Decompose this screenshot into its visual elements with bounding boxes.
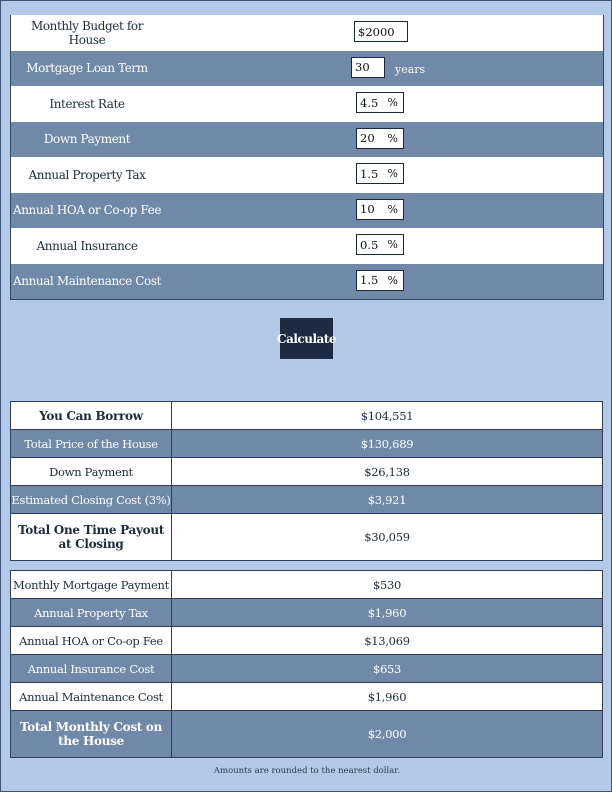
insurance-label: Annual Insurance xyxy=(36,238,138,253)
calculate-button[interactable]: Calculate xyxy=(280,318,333,359)
down-payment-result-value: $26,138 xyxy=(172,458,603,486)
monthly-mortgage-value: $530 xyxy=(172,571,603,599)
rounding-note: Amounts are rounded to the nearest dollar. xyxy=(213,766,401,776)
input-form xyxy=(10,15,604,300)
maintenance-cost-value: $1,960 xyxy=(172,683,603,711)
maintenance-cost-label: Annual Maintenance Cost xyxy=(11,683,172,711)
percent-unit: % xyxy=(387,202,398,216)
maintenance-value: 1.5 xyxy=(360,273,379,287)
down-payment-input[interactable] xyxy=(356,128,404,149)
insurance-cost-label: Annual Insurance Cost xyxy=(11,655,172,683)
monthly-budget-input[interactable] xyxy=(354,21,408,42)
table-row xyxy=(11,655,603,683)
one-time-total-label: Total One Time Payout at Closing xyxy=(11,514,172,561)
maintenance-input[interactable] xyxy=(356,270,404,291)
percent-unit: % xyxy=(387,96,398,109)
hoa-fee-result-value: $13,069 xyxy=(172,627,603,655)
monthly-total-label: Total Monthly Cost on the House xyxy=(11,711,172,758)
insurance-cost-value: $653 xyxy=(172,655,603,683)
monthly-results-table xyxy=(10,570,603,758)
row-monthly-budget xyxy=(11,15,603,51)
property-tax-result-value: $1,960 xyxy=(172,599,603,627)
percent-unit: % xyxy=(387,273,398,287)
table-row xyxy=(11,458,603,486)
monthly-total-value: $2,000 xyxy=(172,711,603,758)
row-down-payment xyxy=(11,122,603,158)
percent-unit: % xyxy=(387,131,398,145)
hoa-fee-value: 10 xyxy=(360,202,375,216)
table-row xyxy=(11,430,603,458)
down-payment-value: 20 xyxy=(360,131,375,145)
hoa-fee-label: Annual HOA or Co-op Fee xyxy=(12,203,162,218)
years-unit-label: years xyxy=(395,62,426,76)
percent-unit: % xyxy=(387,238,398,251)
closing-cost-label: Estimated Closing Cost (3%) xyxy=(11,486,172,514)
table-row xyxy=(11,571,603,599)
total-price-label: Total Price of the House xyxy=(11,430,172,458)
table-row xyxy=(11,683,603,711)
percent-unit: % xyxy=(387,167,398,180)
table-row xyxy=(11,627,603,655)
maintenance-label: Annual Maintenance Cost xyxy=(12,274,162,289)
interest-rate-value: 4.5 xyxy=(360,95,379,110)
property-tax-input[interactable] xyxy=(356,163,404,184)
table-row xyxy=(11,599,603,627)
row-hoa-fee xyxy=(11,193,603,229)
closing-cost-value: $3,921 xyxy=(172,486,603,514)
insurance-value: 0.5 xyxy=(360,237,379,252)
table-row xyxy=(11,486,603,514)
row-loan-term xyxy=(11,51,603,87)
interest-rate-input[interactable] xyxy=(356,92,404,113)
monthly-mortgage-label: Monthly Mortgage Payment xyxy=(11,571,172,599)
monthly-budget-label: Monthly Budget for House xyxy=(30,18,144,47)
one-time-total-value: $30,059 xyxy=(172,514,603,561)
loan-term-label: Mortgage Loan Term xyxy=(26,61,148,76)
monthly-budget-value: $2000 xyxy=(358,24,395,39)
row-interest-rate xyxy=(11,86,603,122)
borrow-value: $104,551 xyxy=(172,402,603,430)
down-payment-label: Down Payment xyxy=(43,132,131,147)
row-maintenance xyxy=(11,264,603,300)
insurance-input[interactable] xyxy=(356,234,404,255)
property-tax-value: 1.5 xyxy=(360,166,379,181)
row-insurance xyxy=(11,228,603,264)
hoa-fee-result-label: Annual HOA or Co-op Fee xyxy=(11,627,172,655)
table-row xyxy=(11,711,603,758)
loan-term-input[interactable] xyxy=(351,57,385,78)
total-price-value: $130,689 xyxy=(172,430,603,458)
interest-rate-label: Interest Rate xyxy=(49,96,125,111)
borrow-label: You Can Borrow xyxy=(11,402,172,430)
loan-term-value: 30 xyxy=(355,60,370,74)
table-row xyxy=(11,514,603,561)
table-row xyxy=(11,402,603,430)
row-property-tax xyxy=(11,157,603,193)
down-payment-result-label: Down Payment xyxy=(11,458,172,486)
one-time-results-table xyxy=(10,401,603,561)
property-tax-label: Annual Property Tax xyxy=(28,167,146,182)
property-tax-result-label: Annual Property Tax xyxy=(11,599,172,627)
hoa-fee-input[interactable] xyxy=(356,199,404,220)
